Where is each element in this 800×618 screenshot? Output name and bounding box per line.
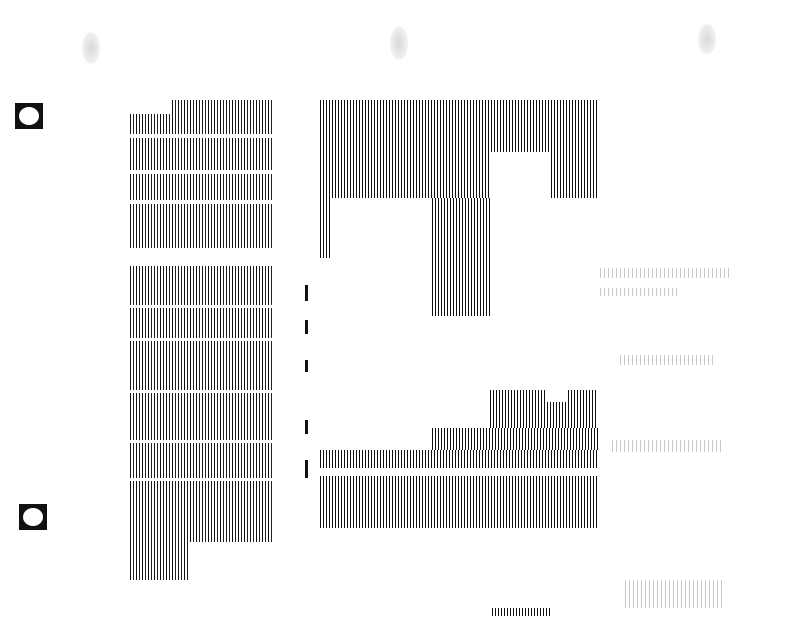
binder-hole-icon-top <box>15 103 43 129</box>
right-column-faint-text <box>600 268 730 278</box>
left-column-row-gap-1 <box>130 134 273 138</box>
page-fold-shadow-left <box>82 32 100 64</box>
center-table-lower-row-gap <box>320 468 598 476</box>
right-column-faint-text <box>625 580 725 608</box>
margin-tick-mark <box>305 460 308 478</box>
center-table-top-row-block <box>320 100 598 198</box>
right-column-faint-text <box>620 355 715 365</box>
left-column-lower-row-gap-2 <box>130 338 273 341</box>
center-panel-footer-mark <box>492 608 550 616</box>
binder-hole-icon-bottom <box>19 504 47 530</box>
left-column-lower-row-gap-3 <box>130 390 273 393</box>
left-column-lower-row-gap-5 <box>130 478 273 481</box>
left-column-row-gap-3 <box>130 200 273 204</box>
right-column-faint-text <box>612 440 722 452</box>
center-table-middle-column <box>432 198 490 316</box>
margin-tick-mark <box>305 360 308 372</box>
center-table-lower-row-1 <box>432 428 598 450</box>
center-table-lower-rows <box>320 450 598 528</box>
center-table-left-column <box>320 198 330 258</box>
page-fold-shadow-center <box>390 26 408 60</box>
margin-tick-mark <box>305 320 308 334</box>
right-column-faint-text <box>600 288 680 296</box>
page-fold-shadow-right <box>698 24 716 54</box>
margin-tick-mark <box>305 420 308 434</box>
left-column-upper-gap <box>130 100 170 114</box>
center-table-lower-header <box>490 390 598 428</box>
left-column-row-gap-2 <box>130 170 273 174</box>
center-table-lower-header-gap <box>545 390 567 402</box>
margin-tick-mark <box>305 285 308 301</box>
left-column-lower-row-gap-4 <box>130 440 273 443</box>
left-column-tail-text <box>130 542 188 580</box>
left-column-upper-text-block <box>130 100 273 248</box>
left-column-lower-row-gap-1 <box>130 305 273 308</box>
center-table-top-gap <box>490 152 550 202</box>
